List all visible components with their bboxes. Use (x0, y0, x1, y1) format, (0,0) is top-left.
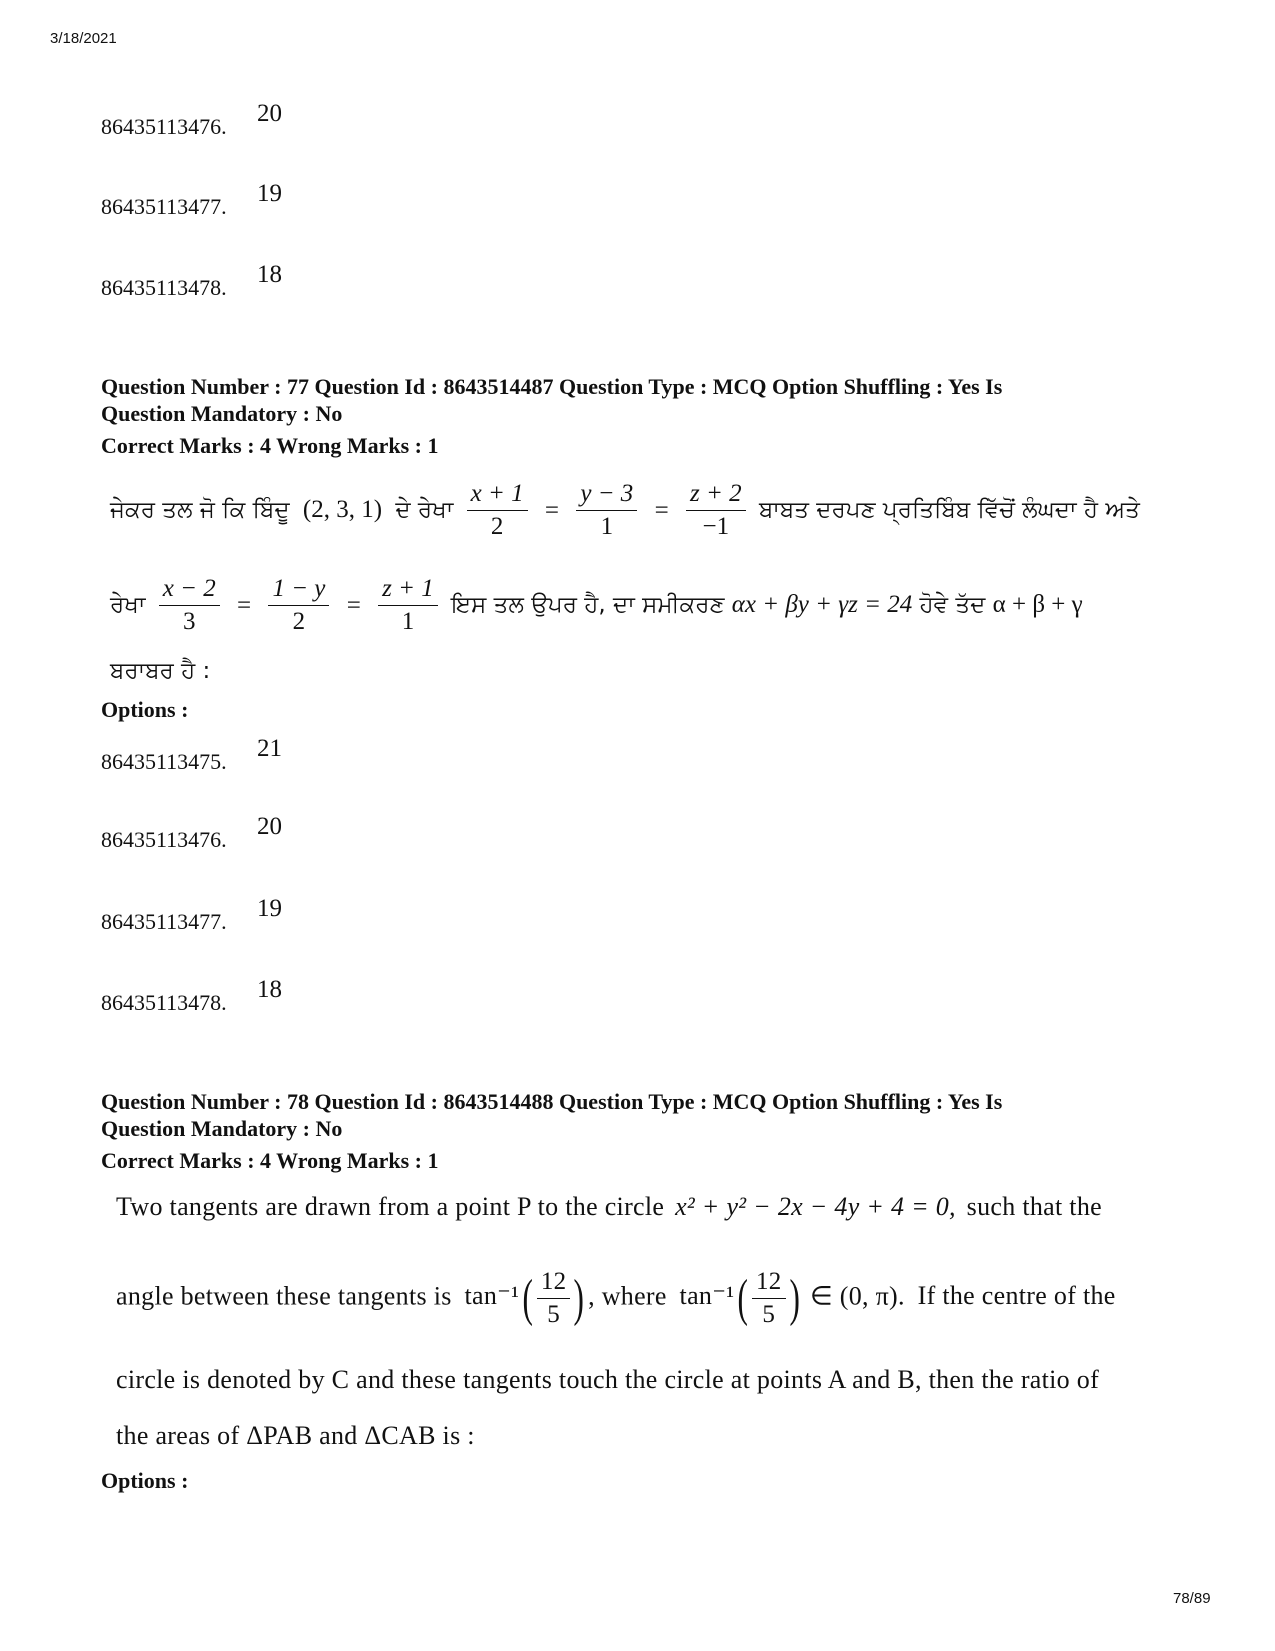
q78-meta (101, 1088, 1161, 1174)
q77-line1: ਜੇਕਰ ਤਲ ਜੋ ਕਿ ਬਿੰਦੂ (2, 3, 1) ਦੇ ਰੇਖਾ $\frac{x + 1}{2}$ = $\frac{y - 3}{1}$ = $\frac{z + 2}{-1}$ ਬਾਬਤ ਦਰਪਣ ਪ੍ਰਤਿਬਿੰਬ ਵਿੱਚੋਂ ਲੰਘਦਾ ਹੈ ਅਤੇ (110, 480, 1140, 540)
q78-meta-line2: Question Mandatory : No (101, 1116, 343, 1141)
q78-line3: circle is denoted by C and these tangents touch the circle at points A and B, then the ratio of (116, 1365, 1100, 1394)
option-value: 21 (257, 735, 282, 762)
fraction: $\frac{x - 2}{3}$ (159, 575, 220, 636)
q77-meta-line2: Question Mandatory : No (101, 401, 343, 426)
q78-options-label: Options : (101, 1468, 189, 1493)
q77-line2: ਰੇਖਾ $\frac{x - 2}{3}$ = $\frac{1 - y}{2}$ = $\frac{z + 1}{1}$ ਇਸ ਤਲ ਉਪਰ ਹੈ, ਦਾ ਸਮੀਕਰਣ αx + βy + γz = 24 ਹੋਵੇ ਤੱਦ α + β + γ (110, 575, 1083, 635)
q77-text: ਰੇਖਾ (110, 592, 146, 618)
option-id: 86435113476. (101, 827, 227, 852)
fraction: ( $\frac{12}{5}$ ) (737, 1268, 800, 1328)
print-date: 3/18/2021 (50, 30, 117, 47)
q77-text: ਹੋਵੇ ਤੱਦ (919, 592, 986, 618)
fraction: $\frac{z + 1}{1}$ (378, 575, 438, 636)
q78-line4: the areas of ΔPAB and ΔCAB is : (116, 1421, 475, 1450)
q78-line2: angle between these tangents is tan⁻¹ ( $\frac{12}{5}$ ) , where tan⁻¹ ( $\frac{12}{5}$ ) ∈ (0, π). If the centre of the (116, 1268, 1116, 1328)
fraction: $\frac{x + 1}{2}$ (467, 480, 528, 541)
q78-marks: Correct Marks : 4 Wrong Marks : 1 (101, 1148, 439, 1173)
q77-point: (2, 3, 1) (302, 496, 383, 523)
q77-options-label: Options : (101, 697, 189, 722)
option-id: 86435113477. (101, 194, 227, 219)
q78-line1: Two tangents are drawn from a point P to the circle x² + y² − 2x − 4y + 4 = 0, such that the (116, 1192, 1102, 1221)
q77-meta-line1: Question Number : 77 Question Id : 8643514487 Question Type : MCQ Option Shuffling : Yes Is (101, 374, 1003, 399)
option-value: 18 (257, 976, 282, 1003)
q77-text: ਇਸ ਤਲ ਉਪਰ ਹੈ, ਦਾ ਸਮੀਕਰਣ (451, 592, 725, 618)
option-value: 19 (257, 895, 282, 922)
option-value: 19 (257, 180, 282, 207)
option-id: 86435113478. (101, 275, 227, 300)
q77-text: ਬਾਬਤ ਦਰਪਣ ਪ੍ਰਤਿਬਿੰਬ ਵਿੱਚੋਂ ਲੰਘਦਾ ਹੈ ਅਤੇ (758, 497, 1140, 523)
fraction: $\frac{z + 2}{-1}$ (686, 480, 746, 541)
q77-meta (101, 373, 1161, 459)
fraction: $\frac{y - 3}{1}$ (576, 480, 637, 541)
q77-text: ਜੇਕਰ ਤਲ ਜੋ ਕਿ ਬਿੰਦੂ (110, 497, 290, 523)
q77-plane-eq: αx + βy + γz = 24 (731, 591, 913, 618)
fraction: ( $\frac{12}{5}$ ) (522, 1268, 585, 1328)
fraction: $\frac{1 - y}{2}$ (268, 575, 329, 636)
q78-meta-line1: Question Number : 78 Question Id : 8643514488 Question Type : MCQ Option Shuffling : Yes Is (101, 1089, 1003, 1114)
option-id: 86435113476. (101, 114, 227, 139)
option-value: 18 (257, 261, 282, 288)
page-number: 78/89 (1173, 1590, 1211, 1607)
option-id: 86435113478. (101, 990, 227, 1015)
option-value: 20 (257, 813, 282, 840)
q77-sum: α + β + γ (992, 591, 1083, 618)
q77-marks: Correct Marks : 4 Wrong Marks : 1 (101, 433, 439, 458)
q77-text: ਦੇ ਰੇਖਾ (395, 497, 454, 523)
q77-line3: ਬਰਾਬਰ ਹੈ : (110, 658, 211, 684)
option-value: 20 (257, 100, 282, 127)
option-id: 86435113475. (101, 749, 227, 774)
option-id: 86435113477. (101, 909, 227, 934)
q78-circle-eq: x² + y² − 2x − 4y + 4 = 0, (675, 1192, 956, 1221)
